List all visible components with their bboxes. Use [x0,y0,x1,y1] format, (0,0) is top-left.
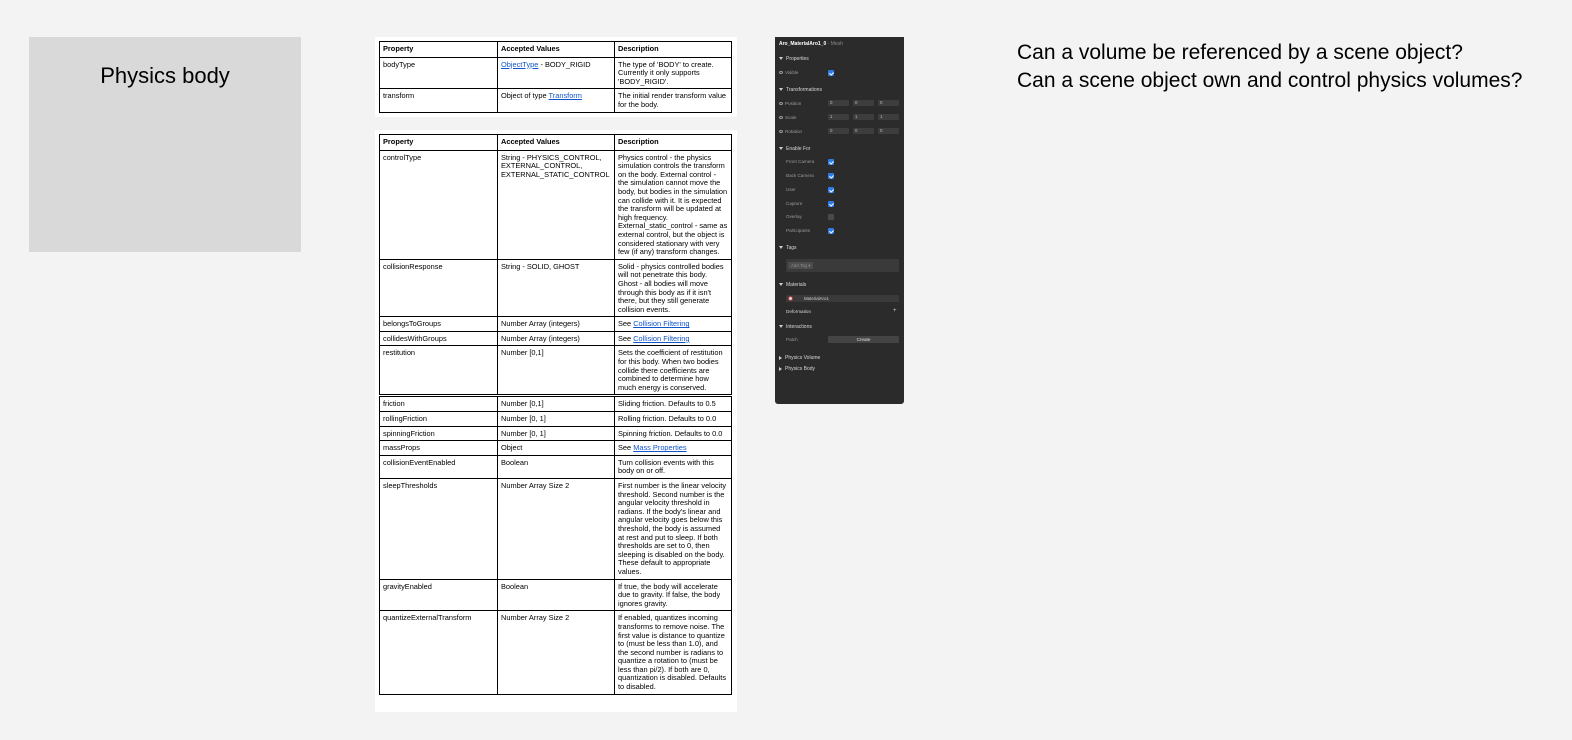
cell-description: The initial render transform value for the body. [615,89,732,112]
rotation-x-input[interactable]: 0 [828,128,849,134]
cell-description: Solid - physics controlled bodies will not penetrate this body. Ghost - all bodies will move through this body as if it isn't there, but they still generate collision events. [615,259,732,317]
cell-property: sleepThresholds [380,479,498,580]
physics-spec-sheet [375,130,737,712]
chevron-down-icon [779,283,783,286]
material-slot[interactable] [786,295,899,302]
back-camera-checkbox[interactable] [828,173,834,179]
table-row [380,57,732,89]
table-row [380,426,732,441]
cell-property: collisionResponse [380,259,498,317]
back-camera-label: Back Camera [786,173,814,178]
section-label: Transformations [786,87,822,93]
table-row [380,412,732,427]
physics-spec-table [379,134,732,695]
add-tag-button[interactable]: Add Tag ▾ [788,262,813,269]
rotation-y-input[interactable]: 0 [853,128,874,134]
participants-label: Participants [786,228,811,233]
object-type: - Mesh [826,41,843,47]
table-row [380,317,732,332]
body-spec-sheet [375,37,737,117]
user-label: User [786,187,796,192]
cell-property: collisionEventEnabled [380,455,498,478]
cell-description-text: See [618,443,634,453]
scale-row [779,115,797,120]
header-property: Property [380,135,498,151]
visible-row [779,70,798,75]
position-z-input[interactable]: 0 [878,100,899,106]
cell-description: If enabled, quantizes incoming transforms to remove noise. The first value is distance to quantize to (must be less than 1.0), and the second number is radians to quantize a rotation to (must be less than pi/2). If both are 0, quantization is disabled. Defaults to disabled. [615,611,732,694]
visible-checkbox[interactable] [828,70,834,76]
material-swatch-icon [788,296,793,301]
cell-property: transform [380,89,498,112]
cell-values-text: - BODY_RIGID [538,59,591,69]
overlay-label: Overlay [786,214,802,219]
cell-values: Number Array Size 2 [498,611,615,694]
table-row [380,479,732,580]
add-deformation-button[interactable]: + [893,308,897,314]
cell-property: friction [380,396,498,412]
object-name: Aro_MaterialAro1_0 [779,41,827,47]
table-row [380,89,732,112]
capture-checkbox[interactable] [828,201,834,207]
cell-property: collidesWithGroups [380,331,498,346]
cell-values: Number Array Size 2 [498,479,615,580]
tags-field[interactable] [786,259,899,272]
section-label: Properties [786,56,809,62]
section-label: Physics Body [785,366,816,372]
cell-description: The type of 'BODY' to create. Currently it only supports 'BODY_RIGID'. [615,57,732,89]
front-camera-label: Front Camera [786,159,815,164]
cell-description-text: See [618,319,634,329]
scale-y-input[interactable]: 1 [853,114,874,120]
inspector-header [779,41,843,47]
header-accepted-values: Accepted Values [498,42,615,58]
section-tags[interactable] [779,245,797,251]
table-row [380,396,732,412]
header-property: Property [380,42,498,58]
chevron-right-icon [779,367,782,371]
card-title: Physics body [100,63,230,88]
patch-label: Patch [786,337,798,342]
chevron-down-icon [779,147,783,150]
position-label: Position [785,101,802,106]
cell-description: First number is the linear velocity threshold. Second number is the angular velocity threshold in radians. If the body's linear and angular velocity goes below this threshold, the body is assumed at rest and put to sleep. If both thresholds are set to 0, then sleeping is disabled on the body. These default to appropriate values. [615,479,732,580]
eye-icon [779,130,783,133]
table-row [380,150,732,259]
title-card [29,37,301,252]
cell-description: If true, the body will accelerate due to gravity. If false, the body ignores gravity. [615,579,732,611]
chevron-down-icon [779,325,783,328]
rotation-z-input[interactable]: 0 [878,128,899,134]
section-materials[interactable] [779,282,806,288]
objecttype-link[interactable]: ObjectType [501,59,539,69]
scale-z-input[interactable]: 1 [878,114,899,120]
cell-property: massProps [380,441,498,456]
section-label: Materials [786,282,807,288]
cell-description: Rolling friction. Defaults to 0.0 [615,412,732,427]
cell-property: controlType [380,150,498,259]
cell-description [615,331,732,346]
table-header-row [380,42,732,58]
cell-property: rollingFriction [380,412,498,427]
chevron-right-icon [779,356,782,360]
header-accepted-values: Accepted Values [498,135,615,151]
cell-values-text: Object of type [501,91,549,101]
cell-values: Boolean [498,455,615,478]
section-label: Tags [786,245,797,251]
chevron-down-icon [779,246,783,249]
cell-property: bodyType [380,57,498,89]
cell-property: spinningFriction [380,426,498,441]
header-description: Description [615,135,732,151]
section-physics-volume[interactable] [779,355,820,361]
cell-values [498,57,615,89]
section-label: Physics Volume [785,355,821,361]
cell-values: Number [0,1] [498,346,615,396]
cell-description: Physics control - the physics simulation controls the transform on the body. External control - the simulation cannot move the body, but bodies in the simulation can collide with it. It is expected the transform will be updated at high frequency. External_static_control - same as external control, but the object is considered stationary with very few (if any) transform changes. [615,150,732,259]
visible-label: Visible [785,70,799,75]
cell-property: belongsToGroups [380,317,498,332]
table-row [380,579,732,611]
section-label: Interactions [786,324,812,330]
eye-icon [779,102,783,105]
cell-property: quantizeExternalTransform [380,611,498,694]
rotation-row [779,129,802,134]
collision-filtering-link[interactable]: Collision Filtering [633,319,690,329]
add-tag-label: Add Tag [791,263,808,268]
cell-description: Turn collision events with this body on or off. [615,455,732,478]
cell-description: Spinning friction. Defaults to 0.0 [615,426,732,441]
section-physics-body[interactable] [779,366,815,372]
cell-values: Number [0, 1] [498,426,615,441]
table-row [380,611,732,694]
table-row [380,441,732,456]
collision-filtering-link[interactable]: Collision Filtering [633,333,690,343]
question-2: Can a scene object own and control physics volumes? [1017,69,1523,92]
cell-description: Sets the coefficient of restitution for this body. When two bodies collide there coefficients are combined to determine how much energy is conserved. [615,346,732,396]
scale-x-input[interactable]: 1 [828,114,849,120]
participants-checkbox[interactable] [828,228,834,234]
cell-description [615,317,732,332]
inspector-panel [775,37,904,404]
eye-icon [779,116,783,119]
cell-values: Object [498,441,615,456]
position-x-input[interactable]: 0 [828,100,849,106]
cell-property: gravityEnabled [380,579,498,611]
eye-icon [779,71,783,74]
cell-values: Number [0, 1] [498,412,615,427]
deformation-label: Deformation [786,309,812,314]
cell-values [498,89,615,112]
table-row [380,259,732,317]
cell-property: restitution [380,346,498,396]
cell-values: Number [0,1] [498,396,615,412]
user-checkbox[interactable] [828,187,834,193]
overlay-checkbox[interactable] [828,214,834,220]
create-patch-button[interactable]: Create [828,336,899,343]
section-enable-for[interactable] [779,146,810,152]
table-row [380,455,732,478]
cell-description-text: See [618,333,634,343]
cell-values: Boolean [498,579,615,611]
section-label: Enable For [786,146,811,152]
section-interactions[interactable] [779,324,812,330]
header-description: Description [615,42,732,58]
body-spec-table [379,41,732,113]
table-row [380,331,732,346]
cell-description: Sliding friction. Defaults to 0.5 [615,396,732,412]
material-name: MaterialAro1 [804,296,829,301]
cell-values: Number Array (integers) [498,331,615,346]
cell-values: String - PHYSICS_CONTROL, EXTERNAL_CONTROL, EXTERNAL_STATIC_CONTROL [498,150,615,259]
position-row [779,101,801,106]
table-row [380,346,732,396]
transform-link[interactable]: Transform [548,91,582,101]
rotation-label: Rotation [785,129,803,134]
mass-properties-link[interactable]: Mass Properties [633,443,687,453]
section-transformations[interactable] [779,87,822,93]
scale-label: Scale [785,115,797,120]
chevron-down-icon [779,88,783,91]
front-camera-checkbox[interactable] [828,159,834,165]
question-1: Can a volume be referenced by a scene object? [1017,41,1463,64]
cell-values: String - SOLID, GHOST [498,259,615,317]
section-properties[interactable] [779,56,809,62]
capture-label: Capture [786,201,803,206]
cell-description [615,441,732,456]
chevron-down-icon [779,57,783,60]
table-header-row [380,135,732,151]
position-y-input[interactable]: 0 [853,100,874,106]
cell-values: Number Array (integers) [498,317,615,332]
